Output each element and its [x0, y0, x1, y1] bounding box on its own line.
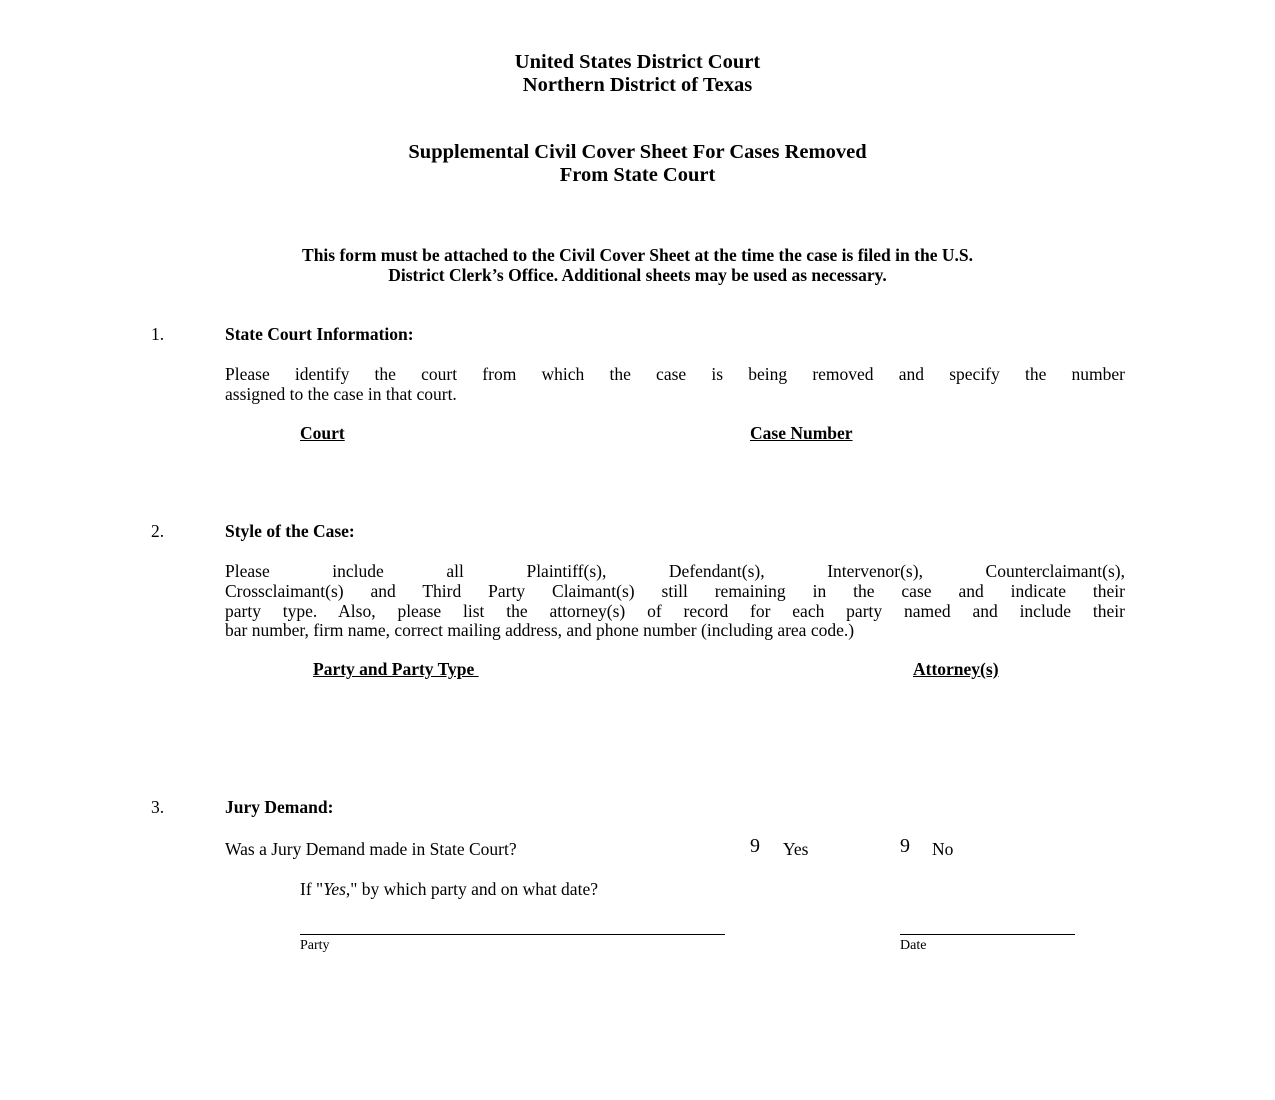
section1-text-line2: assigned to the case in that court. [225, 384, 457, 404]
section2-heading: Style of the Case: [225, 521, 355, 541]
jury-followup-question [300, 879, 598, 899]
party-line-label: Party [300, 938, 330, 953]
section2-text-line2: Crossclaimant(s) and Third Party Claimant(s) still remaining in the case and indicate their [225, 581, 1125, 601]
date-line-label: Date [900, 938, 927, 953]
followup-yes: Yes [323, 879, 346, 899]
section2-text-line4: bar number, firm name, correct mailing address, and phone number (including area code.) [225, 620, 855, 640]
section3-heading: Jury Demand: [225, 797, 334, 817]
court-column-header: Court [300, 423, 345, 443]
yes-checkbox[interactable]: 9 [750, 835, 760, 857]
followup-prefix: If " [300, 879, 324, 899]
section2-text-line3: party type. Also, please list the attorney(s) of record for each party named and include their [225, 601, 1125, 621]
section2-number: 2. [151, 521, 165, 541]
district-name: Northern District of Texas [522, 74, 753, 96]
no-label: No [932, 839, 954, 859]
notice-line2: District Clerk’s Office. Additional sheets may be used as necessary. [388, 265, 887, 285]
form-title-line2: From State Court [559, 164, 716, 186]
date-signature-line[interactable] [900, 934, 1075, 935]
section1-text-line1: Please identify the court from which the case is being removed and specify the number [225, 364, 1125, 384]
party-column-header: Party and Party Type [313, 659, 479, 679]
notice-line1: This form must be attached to the Civil Cover Sheet at the time the case is filed in the U.S. [302, 245, 973, 265]
court-name: United States District Court [514, 51, 761, 73]
form-title-line1: Supplemental Civil Cover Sheet For Cases Removed [408, 141, 867, 163]
jury-demand-question: Was a Jury Demand made in State Court? [225, 839, 517, 859]
section2-text-line1: Please include all Plaintiff(s), Defendant(s), Intervenor(s), Counterclaimant(s), [225, 561, 1125, 581]
followup-suffix: ," by which party and on what date? [345, 879, 598, 899]
party-signature-line[interactable] [300, 934, 725, 935]
section1-number: 1. [151, 324, 165, 344]
no-checkbox[interactable]: 9 [900, 835, 910, 857]
attorney-column-header: Attorney(s) [913, 659, 999, 679]
section3-number: 3. [151, 797, 165, 817]
case-number-column-header: Case Number [750, 423, 853, 443]
section1-heading: State Court Information: [225, 324, 414, 344]
yes-label: Yes [783, 839, 809, 859]
